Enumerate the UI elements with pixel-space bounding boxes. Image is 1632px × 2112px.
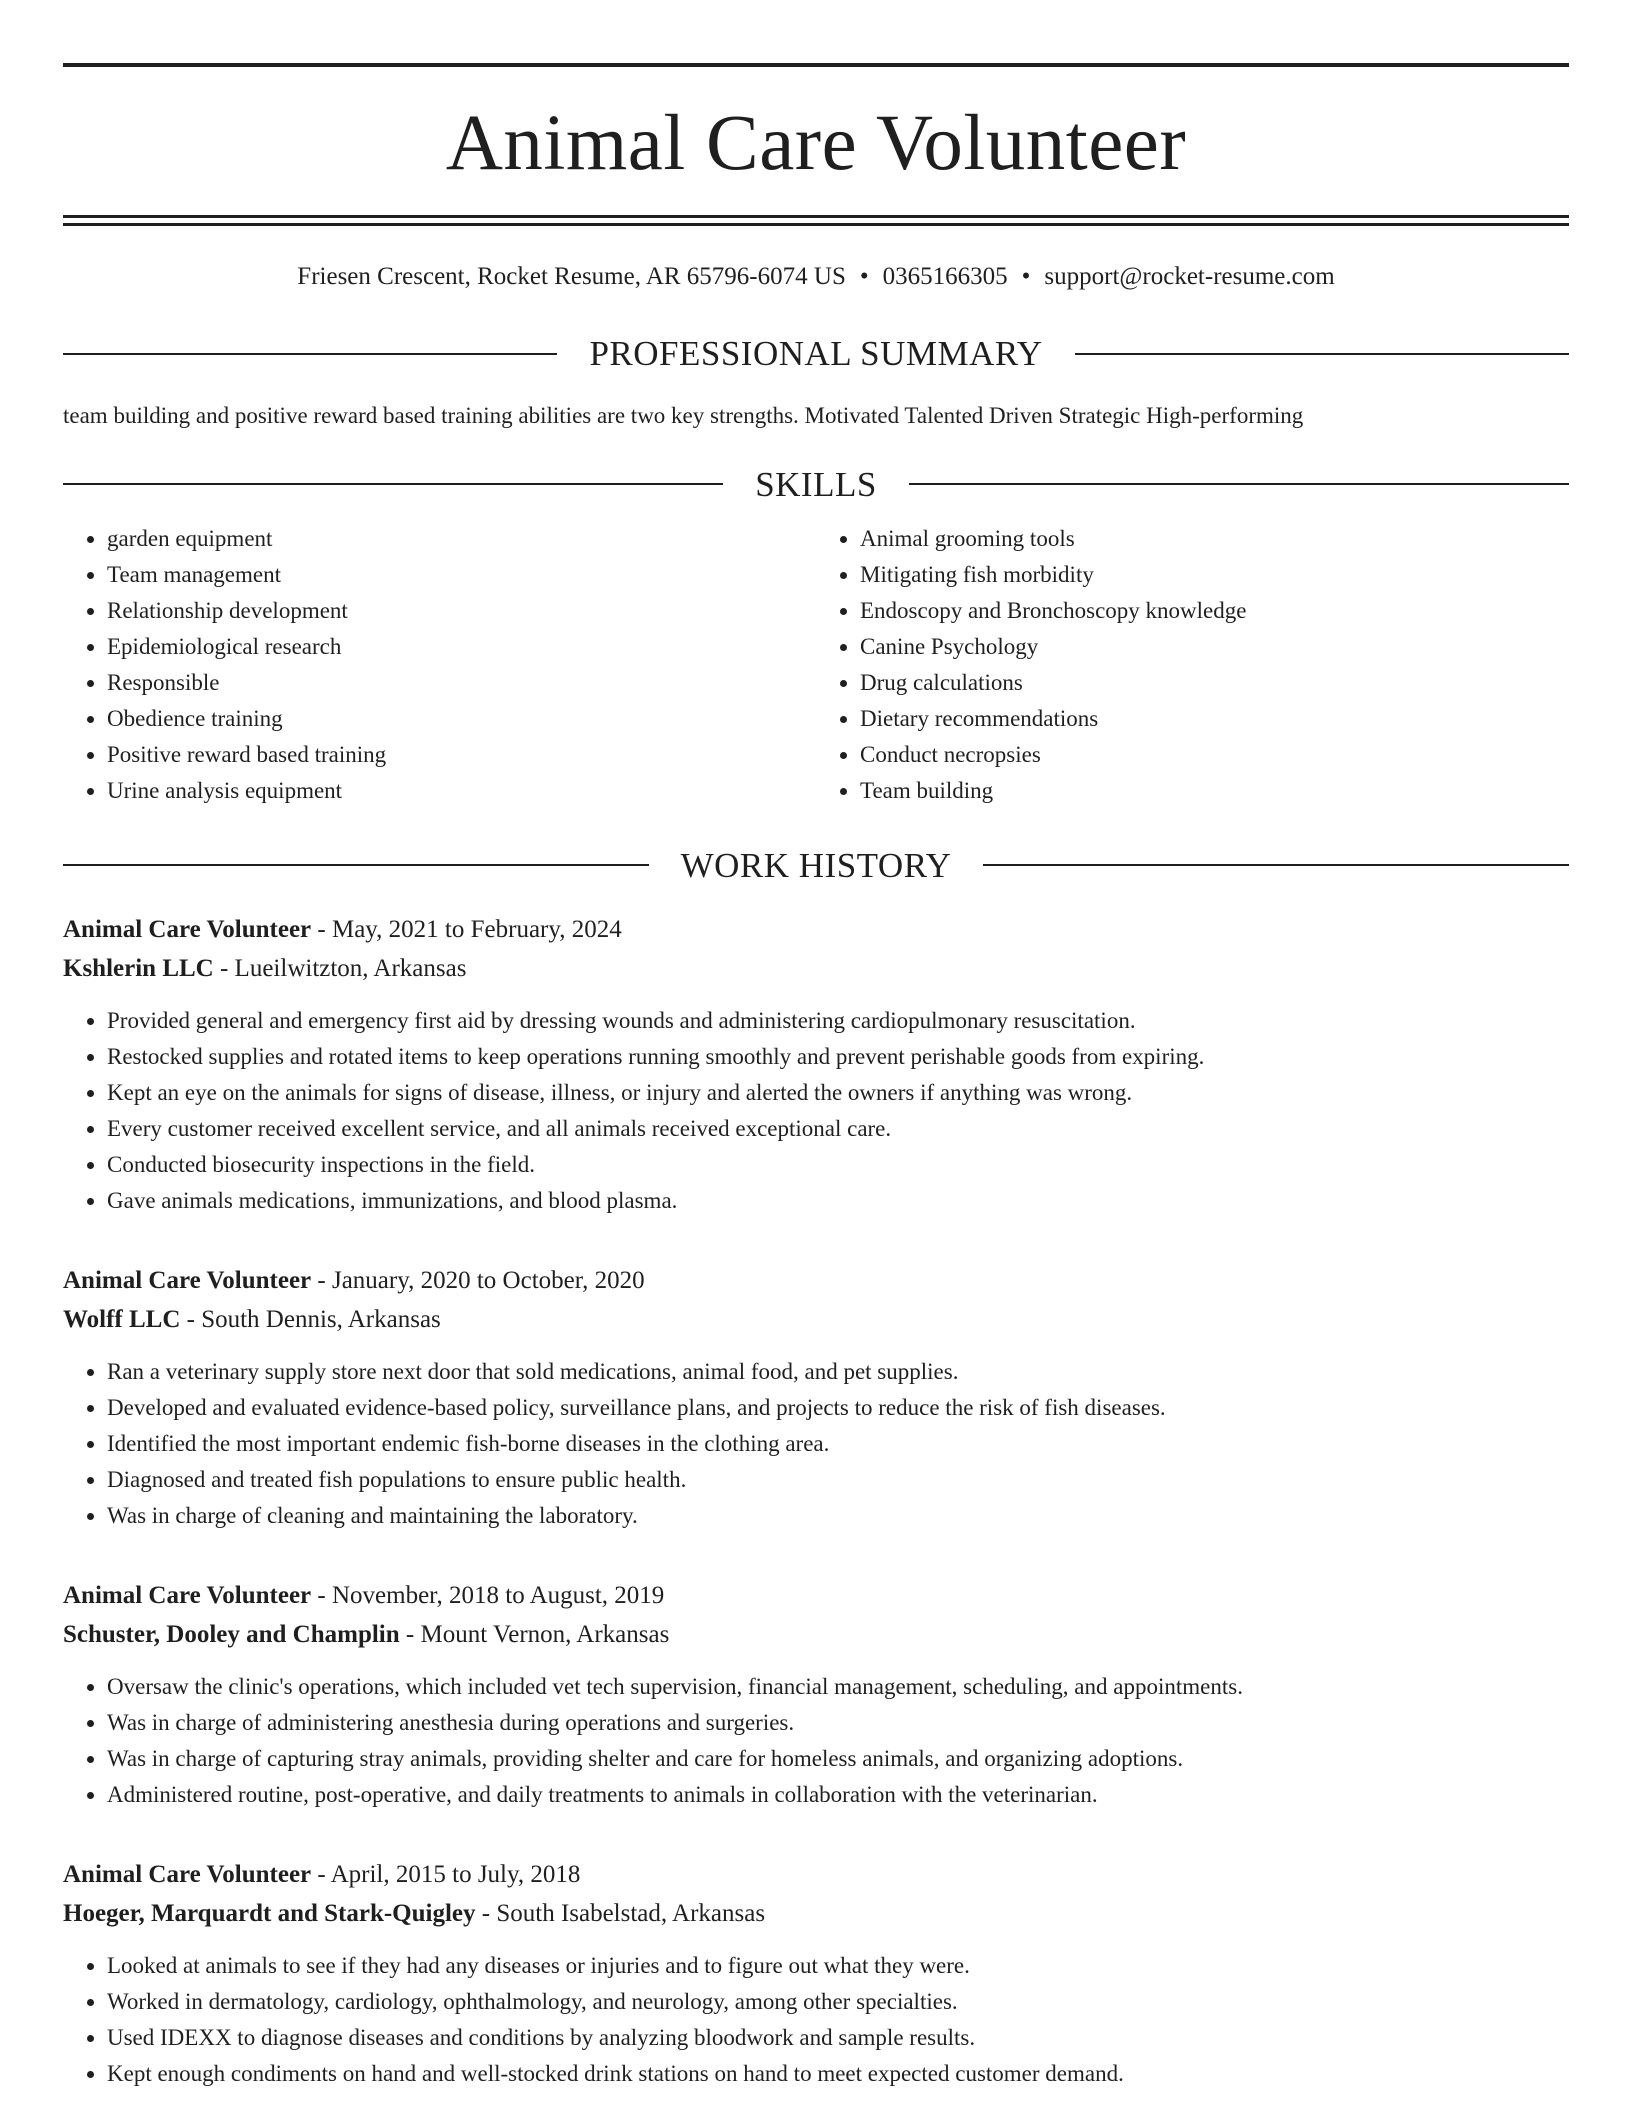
- skill-item: • Responsible: [107, 665, 816, 701]
- job-bullets: [63, 1669, 1569, 1813]
- heading-rule: [63, 864, 649, 866]
- skill-item: • Team building: [860, 773, 1569, 809]
- job-bullet: • Restocked supplies and rotated items to keep operations running smoothly and prevent perishable goods from expiring.: [107, 1039, 1569, 1075]
- job-company-line: [63, 1300, 1569, 1339]
- job-bullet: • Conducted biosecurity inspections in the field.: [107, 1147, 1569, 1183]
- job-company: Schuster, Dooley and Champlin: [63, 1620, 400, 1648]
- job-entry: [63, 1855, 1569, 2092]
- job-bullets: [63, 1948, 1569, 2092]
- job-entry: [63, 910, 1569, 1219]
- section-heading-skills: [63, 464, 1569, 504]
- job-company: Hoeger, Marquardt and Stark-Quigley: [63, 1899, 476, 1927]
- job-bullet: • Developed and evaluated evidence-based policy, surveillance plans, and projects to reduce the risk of fish diseases.: [107, 1390, 1569, 1426]
- job-bullet: • Was in charge of capturing stray animals, providing shelter and care for homeless animals, and organizing adoptions.: [107, 1741, 1569, 1777]
- job-bullet: • Diagnosed and treated fish populations to ensure public health.: [107, 1462, 1569, 1498]
- job-entry: [63, 1576, 1569, 1813]
- job-title-line: [63, 910, 1569, 949]
- skill-item: • Conduct necropsies: [860, 737, 1569, 773]
- skill-item: • Drug calculations: [860, 665, 1569, 701]
- heading-rule: [63, 483, 723, 485]
- job-company-line: [63, 949, 1569, 988]
- skill-item: • Mitigating fish morbidity: [860, 557, 1569, 593]
- job-bullet: • Every customer received excellent service, and all animals received exceptional care.: [107, 1111, 1569, 1147]
- contact-phone: 0365166305: [882, 263, 1008, 290]
- job-bullet: • Oversaw the clinic's operations, which included vet tech supervision, financial management, scheduling, and appointments.: [107, 1669, 1569, 1705]
- contact-separator: •: [1021, 263, 1031, 290]
- job-title-line: [63, 1855, 1569, 1894]
- section-title: PROFESSIONAL SUMMARY: [589, 334, 1043, 373]
- contact-email: support@rocket-resume.com: [1044, 263, 1335, 290]
- resume-name: Animal Care Volunteer: [445, 100, 1187, 187]
- job-location: - Lueilwitzton, Arkansas: [213, 954, 467, 982]
- job-dates: - November, 2018 to August, 2019: [311, 1581, 665, 1609]
- job-bullet: • Kept an eye on the animals for signs of disease, illness, or injury and alerted the owners if anything was wrong.: [107, 1075, 1569, 1111]
- job-company: Kshlerin LLC: [63, 954, 214, 982]
- job-bullet: • Ran a veterinary supply store next door that sold medications, animal food, and pet supplies.: [107, 1354, 1569, 1390]
- professional-summary: team building and positive reward based training abilities are two key strengths. Motivated Talented Driven Strategic High-performing: [63, 403, 1304, 428]
- job-bullet: • Used IDEXX to diagnose diseases and conditions by analyzing bloodwork and sample results.: [107, 2020, 1569, 2056]
- job-title: Animal Care Volunteer: [63, 1860, 312, 1888]
- heading-rule: [909, 483, 1569, 485]
- contact-separator: •: [859, 263, 869, 290]
- skill-item: • Dietary recommendations: [860, 701, 1569, 737]
- section-title: WORK HISTORY: [680, 845, 952, 885]
- skill-item: • Epidemiological research: [107, 629, 816, 665]
- job-bullet: • Worked in dermatology, cardiology, ophthalmology, and neurology, among other specialties.: [107, 1984, 1569, 2020]
- job-bullet: • Was in charge of cleaning and maintaining the laboratory.: [107, 1498, 1569, 1534]
- job-company-line: [63, 1894, 1569, 1933]
- skill-item: • Endoscopy and Bronchoscopy knowledge: [860, 593, 1569, 629]
- heading-rule: [983, 864, 1569, 866]
- job-dates: - April, 2015 to July, 2018: [311, 1860, 581, 1888]
- skill-item: • Animal grooming tools: [860, 521, 1569, 557]
- skills-columns: [63, 521, 1569, 809]
- double-rule: [63, 215, 1569, 226]
- job-entry: [63, 1261, 1569, 1534]
- section-heading-work-history: [63, 845, 1569, 885]
- skill-item: • Relationship development: [107, 593, 816, 629]
- job-location: - South Dennis, Arkansas: [180, 1305, 441, 1333]
- contact-line: [63, 262, 1569, 292]
- skills-list-left: [63, 521, 816, 809]
- job-location: - Mount Vernon, Arkansas: [399, 1620, 670, 1648]
- top-rule: [63, 63, 1569, 67]
- job-dates: - January, 2020 to October, 2020: [311, 1266, 645, 1294]
- contact-address: Friesen Crescent, Rocket Resume, AR 65796-6074 US: [297, 263, 846, 290]
- job-location: - South Isabelstad, Arkansas: [475, 1899, 766, 1927]
- job-bullet: • Administered routine, post-operative, and daily treatments to animals in collaboration with the veterinarian.: [107, 1777, 1569, 1813]
- skills-list-right: [816, 521, 1569, 809]
- job-title-line: [63, 1576, 1569, 1615]
- job-bullet: • Was in charge of administering anesthesia during operations and surgeries.: [107, 1705, 1569, 1741]
- job-bullets: [63, 1003, 1569, 1219]
- heading-rule: [63, 353, 557, 355]
- job-bullet: • Provided general and emergency first aid by dressing wounds and administering cardiopulmonary resuscitation.: [107, 1003, 1569, 1039]
- job-bullet: • Looked at animals to see if they had any diseases or injuries and to figure out what they were.: [107, 1948, 1569, 1984]
- job-company-line: [63, 1615, 1569, 1654]
- job-bullets: [63, 1354, 1569, 1534]
- job-dates: - May, 2021 to February, 2024: [311, 915, 622, 943]
- skill-item: • Obedience training: [107, 701, 816, 737]
- job-bullet: • Identified the most important endemic fish-borne diseases in the clothing area.: [107, 1426, 1569, 1462]
- skill-item: • Canine Psychology: [860, 629, 1569, 665]
- skill-item: • Urine analysis equipment: [107, 773, 816, 809]
- section-heading-summary: [63, 336, 1569, 371]
- heading-rule: [1075, 353, 1569, 355]
- job-title: Animal Care Volunteer: [63, 915, 312, 943]
- skill-item: • garden equipment: [107, 521, 816, 557]
- job-bullet: • Kept enough condiments on hand and well-stocked drink stations on hand to meet expected customer demand.: [107, 2056, 1569, 2092]
- job-title: Animal Care Volunteer: [63, 1266, 312, 1294]
- job-title-line: [63, 1261, 1569, 1300]
- job-bullet: • Gave animals medications, immunizations, and blood plasma.: [107, 1183, 1569, 1219]
- skill-item: • Positive reward based training: [107, 737, 816, 773]
- section-title: SKILLS: [755, 464, 877, 504]
- job-title: Animal Care Volunteer: [63, 1581, 312, 1609]
- skill-item: • Team management: [107, 557, 816, 593]
- job-company: Wolff LLC: [63, 1305, 181, 1333]
